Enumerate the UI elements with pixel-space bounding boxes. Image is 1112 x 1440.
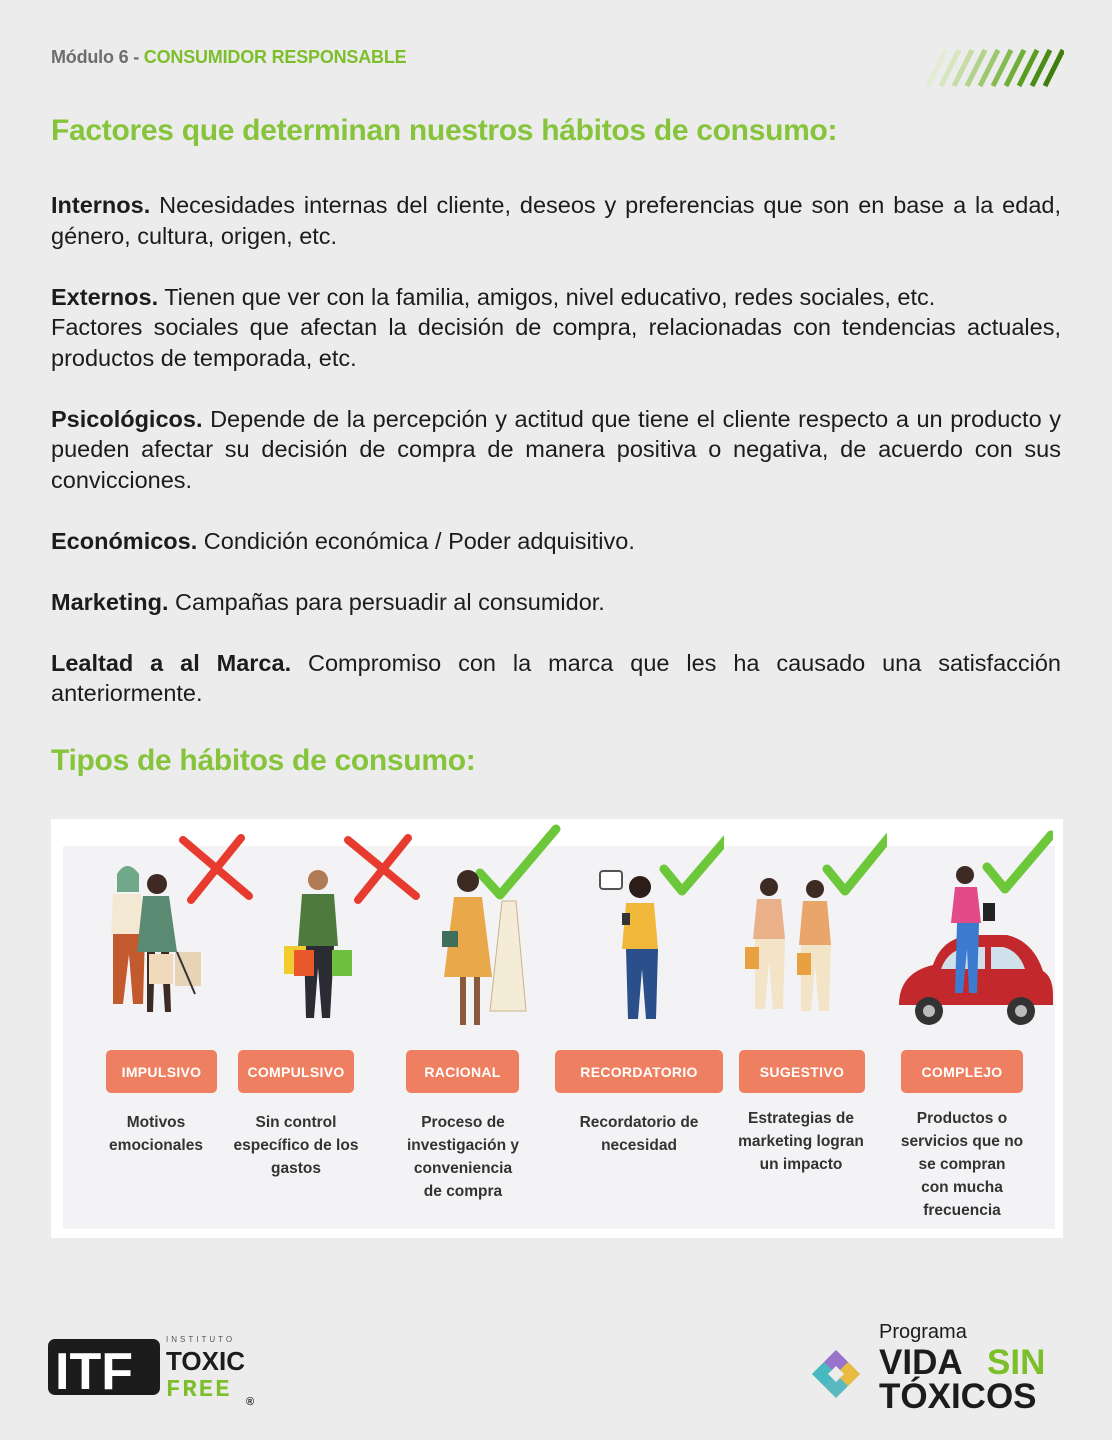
factor-text: Campañas para persuadir al consumidor. <box>168 588 605 615</box>
vst-word1: VIDA <box>879 1343 963 1382</box>
itf-line2: FREE <box>166 1377 232 1404</box>
factor-lealtad <box>51 648 1061 709</box>
desc-line: Sin control <box>255 1114 337 1131</box>
factor-text: Condición económica / Poder adquisitivo. <box>197 527 635 554</box>
habit-desc-recordatorio <box>559 1111 719 1157</box>
factor-text: Depende de la percepción y actitud que tiene el cliente respecto a un producto y pueden afectar su decisión de compra de manera positiva o negativa, de acuerdo con sus convicciones. <box>51 405 1061 493</box>
habit-label-compulsivo: COMPULSIVO <box>238 1050 354 1093</box>
couple-shopping-illustration <box>737 829 887 1029</box>
vst-word2: SIN <box>987 1343 1046 1382</box>
factor-term: Económicos. <box>51 527 198 554</box>
habit-desc-compulsivo <box>231 1111 361 1180</box>
desc-line: investigación y <box>407 1137 519 1154</box>
module-number: Módulo 6 <box>51 47 129 67</box>
desc-line: Motivos <box>126 1114 186 1131</box>
section-title-factors: Factores que determinan nuestros hábitos de consumo: <box>51 114 838 147</box>
factors-list <box>51 190 1061 739</box>
woman-with-phone-illustration <box>594 829 724 1039</box>
itf-small-text: INSTITUTO <box>166 1335 236 1344</box>
desc-line: específico de los <box>233 1137 359 1154</box>
habit-card-racional <box>396 819 546 1238</box>
habit-types-infographic <box>51 819 1063 1238</box>
habit-label-racional: RACIONAL <box>406 1050 519 1093</box>
factor-term: Lealtad a al Marca. <box>51 649 292 676</box>
habit-card-compulsivo <box>231 819 421 1238</box>
check-mark-icon <box>987 835 1051 889</box>
habit-desc-racional <box>398 1111 528 1203</box>
habit-card-complejo <box>881 819 1061 1238</box>
desc-line: gastos <box>271 1160 321 1177</box>
factor-psicologicos <box>51 404 1061 496</box>
factor-internos <box>51 190 1061 251</box>
factor-text: Compromiso con la marca que les ha causado una satisfacción anteriormente. <box>51 649 1061 706</box>
habit-label-recordatorio: RECORDATORIO <box>555 1050 723 1093</box>
itf-reg-mark: ® <box>246 1396 255 1408</box>
vst-small-text: Programa <box>879 1321 967 1343</box>
desc-line: frecuencia <box>923 1202 1001 1219</box>
decorative-stripes <box>922 48 1064 88</box>
section-title-habit-types: Tipos de hábitos de consumo: <box>51 744 476 777</box>
habit-card-sugestivo <box>731 819 881 1238</box>
itf-letters: ITF <box>55 1343 133 1401</box>
habit-label-impulsivo: IMPULSIVO <box>106 1050 217 1093</box>
habit-label-complejo: COMPLEJO <box>901 1050 1023 1093</box>
factor-term: Externos. <box>51 283 159 310</box>
factor-text: Tienen que ver con la familia, amigos, nivel educativo, redes sociales, etc. <box>158 283 936 310</box>
desc-line: necesidad <box>601 1137 677 1154</box>
desc-line: conveniencia <box>413 1160 513 1177</box>
desc-line: marketing logran <box>738 1133 864 1150</box>
desc-line: Proceso de <box>421 1114 505 1131</box>
check-mark-icon <box>827 837 887 891</box>
factor-economicos <box>51 526 1061 557</box>
itf-logo <box>48 1333 268 1409</box>
desc-line: servicios que no <box>900 1133 1024 1150</box>
check-mark-icon <box>664 835 724 891</box>
habit-desc-impulsivo <box>91 1111 221 1157</box>
cart-bubble-icon <box>600 871 622 889</box>
factor-externos <box>51 282 1061 374</box>
vst-emblem-icon <box>812 1350 860 1398</box>
desc-line: emocionales <box>109 1137 203 1154</box>
habit-desc-complejo <box>892 1107 1032 1222</box>
habit-card-recordatorio <box>546 819 736 1238</box>
module-header <box>51 47 406 68</box>
habit-label-sugestivo: SUGESTIVO <box>739 1050 865 1093</box>
desc-line: con mucha <box>921 1179 1003 1196</box>
factor-term: Psicológicos. <box>51 405 203 432</box>
factor-text-extra: Factores sociales que afectan la decisión de compra, relacionadas con tendencias actuales, productos de temporada, etc. <box>51 314 1061 371</box>
desc-line: se compran <box>918 1156 1006 1173</box>
desc-line: Estrategias de <box>748 1110 854 1127</box>
factor-term: Internos. <box>51 192 151 218</box>
habit-desc-sugestivo <box>731 1107 871 1176</box>
vida-sin-toxicos-logo <box>806 1318 1076 1414</box>
desc-line: de compra <box>423 1183 503 1200</box>
module-title: CONSUMIDOR RESPONSABLE <box>143 47 407 67</box>
vst-word3: TÓXICOS <box>879 1377 1037 1414</box>
factor-marketing <box>51 587 1061 618</box>
woman-with-car-illustration <box>893 827 1053 1037</box>
desc-line: Recordatorio de <box>579 1114 699 1131</box>
factor-term: Marketing. <box>51 588 169 615</box>
itf-line1: TOXIC <box>166 1346 245 1376</box>
desc-line: Productos o <box>916 1110 1008 1127</box>
factor-text: Necesidades internas del cliente, deseos y preferencias que son en base a la edad, género, cultura, origen, etc. <box>51 192 1061 249</box>
module-separator: - <box>128 47 144 67</box>
check-mark-icon <box>480 829 556 895</box>
desc-line: un impacto <box>759 1156 843 1173</box>
